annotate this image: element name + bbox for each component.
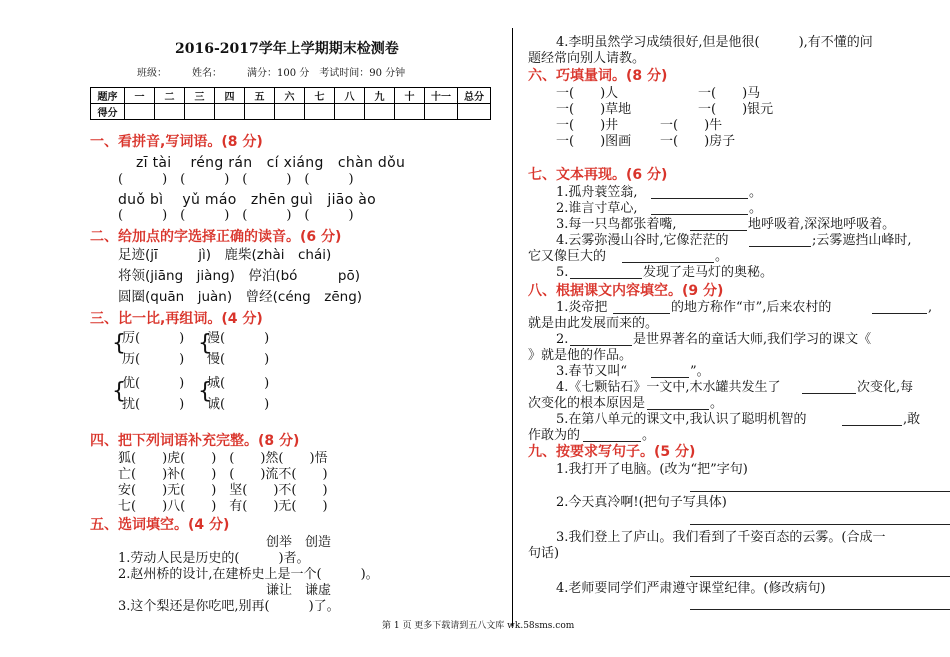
section-3-heading: 三、比一比,再组词。(4 分) xyxy=(90,311,263,327)
answer-line[interactable] xyxy=(690,524,950,525)
text-line: 4.《七颗钻石》一文中,木水罐共发生了 xyxy=(556,380,781,395)
section-2-heading: 二、给加点的字选择正确的读音。(6 分) xyxy=(90,229,342,245)
score-header-cell: 五 xyxy=(245,88,275,104)
text-line: ,敢 xyxy=(903,412,921,427)
text-line-end: ”。 xyxy=(690,364,710,379)
idiom-row[interactable]: 七( )八( ) 有( )无( ) xyxy=(118,499,328,514)
text-line-end: 地呼吸着,深深地呼吸着。 xyxy=(748,217,896,232)
pronunciation-row[interactable]: 足迹(jī jì) 鹿柴(zhài chái) xyxy=(118,247,332,263)
score-header-row xyxy=(91,88,491,104)
answer-blank[interactable] xyxy=(651,377,689,378)
score-header-cell: 二 xyxy=(155,88,185,104)
pinyin-row: duǒ bì yǔ máo zhēn guì jiāo ào xyxy=(118,192,377,208)
compare-word[interactable]: 城( ) xyxy=(207,376,270,391)
fill-sentence[interactable]: 4.李明虽然学习成绩很好,但是他很( ),有不懂的问 xyxy=(556,35,873,50)
score-header-cell: 六 xyxy=(275,88,305,104)
fill-sentence[interactable]: 1.劳动人民是历史的( )者。 xyxy=(118,551,310,566)
score-row-label: 得分 xyxy=(91,104,125,120)
text-line: 3.每一只鸟都张着嘴, xyxy=(556,217,677,232)
answer-blank[interactable] xyxy=(651,214,748,215)
score-header-cell: 总分 xyxy=(458,88,491,104)
text-line-end: 。 xyxy=(710,396,724,411)
score-header-cell: 四 xyxy=(215,88,245,104)
score-header-cell: 十一 xyxy=(425,88,458,104)
answer-blank[interactable] xyxy=(570,278,642,279)
section-4-heading: 四、把下列词语补充完整。(8 分) xyxy=(90,433,300,449)
idiom-row[interactable]: 狐( )虎( ) ( )然( )悟 xyxy=(118,451,328,466)
score-cell[interactable] xyxy=(425,104,458,120)
fill-sentence-cont: 题经常向别人请教。 xyxy=(528,51,646,66)
answer-blank[interactable] xyxy=(613,313,670,314)
rewrite-question-cont: 句话) xyxy=(528,546,560,561)
score-cell[interactable] xyxy=(458,104,491,120)
text-line: 5. xyxy=(556,265,569,280)
answer-blank[interactable] xyxy=(802,393,856,394)
section-8-heading: 八、根据课文内容填空。(9 分) xyxy=(528,283,724,299)
text-line: 4.云雾弥漫山谷时,它像茫茫的 xyxy=(556,233,729,248)
section-6-heading: 六、巧填量词。(8 分) xyxy=(528,68,668,84)
text-line: 它又像巨大的 xyxy=(528,249,607,264)
brace-icon: { xyxy=(198,379,212,404)
brace-icon: { xyxy=(112,331,126,356)
measure-word[interactable]: 一( )马 xyxy=(698,86,761,101)
score-header-cell: 七 xyxy=(305,88,335,104)
compare-word[interactable]: 优( ) xyxy=(122,376,185,391)
word-choices: 创举 创造 xyxy=(266,535,332,550)
rewrite-question: 1.我打开了电脑。(改为“把”字句) xyxy=(556,462,748,477)
rewrite-question: 3.我们登上了庐山。我们看到了千姿百态的云雾。(合成一 xyxy=(556,530,886,545)
poem-line: 1.孤舟蓑笠翁, xyxy=(556,185,638,200)
answer-blank[interactable] xyxy=(749,246,811,247)
text-line: 3.春节又叫“ xyxy=(556,364,628,379)
score-header-cell: 三 xyxy=(185,88,215,104)
score-cell[interactable] xyxy=(215,104,245,120)
text-line: 》就是他的作品。 xyxy=(528,348,633,363)
text-line-end: , xyxy=(928,300,933,315)
compare-word[interactable]: 厉( ) xyxy=(122,331,185,346)
fill-sentence[interactable]: 2.赵州桥的设计,在建桥史上是一个( )。 xyxy=(118,567,379,582)
exam-info: 班级： 姓名： 满分：100 分 考试时间：90 分钟 xyxy=(137,68,406,79)
text-line: 就是由此发展而来的。 xyxy=(528,316,659,331)
page-footer: 第 1 页 更多下载请到五八文库 wk.58sms.com xyxy=(382,621,575,631)
measure-word[interactable]: 一( )图画 xyxy=(556,134,632,149)
answer-blank[interactable] xyxy=(651,198,748,199)
score-value-row xyxy=(91,104,491,120)
score-cell[interactable] xyxy=(335,104,365,120)
section-1-heading: 一、看拼音,写词语。(8 分) xyxy=(90,134,263,150)
score-header-cell: 十 xyxy=(395,88,425,104)
measure-word[interactable]: 一( )草地 xyxy=(556,102,632,117)
answer-blank[interactable] xyxy=(842,425,902,426)
pronunciation-row[interactable]: 将领(jiāng jiàng) 停泊(bó pō) xyxy=(118,268,361,284)
text-line: 1.炎帝把 xyxy=(556,300,608,315)
answer-brackets-row[interactable]: ( ) ( ) ( ) ( ) xyxy=(118,208,354,223)
rewrite-question: 2.今天真冷啊!(把句子写具体) xyxy=(556,495,727,510)
text-line-end: ;云雾遮挡山峰时, xyxy=(812,233,912,248)
brace-icon: { xyxy=(198,331,212,356)
answer-line[interactable] xyxy=(690,491,950,492)
answer-line[interactable] xyxy=(690,576,950,577)
score-cell[interactable] xyxy=(275,104,305,120)
answer-brackets-row[interactable]: ( ) ( ) ( ) ( ) xyxy=(118,172,354,187)
score-header-cell: 题序 xyxy=(91,88,125,104)
word-choices: 谦让 谦虚 xyxy=(266,583,332,598)
compare-word[interactable]: 慢( ) xyxy=(207,352,270,367)
pinyin-row: zī tài réng rán cí xiáng chàn dǒu xyxy=(136,155,406,171)
text-line: 次变化的根本原因是 xyxy=(528,396,646,411)
score-header-cell: 一 xyxy=(125,88,155,104)
compare-word[interactable]: 诚( ) xyxy=(207,397,270,412)
fill-sentence[interactable]: 3.这个梨还是你吃吧,别再( )了。 xyxy=(118,599,340,614)
poem-line-end: 。 xyxy=(749,185,763,200)
score-table xyxy=(90,87,491,120)
measure-word[interactable]: 一( )牛 xyxy=(660,118,723,133)
score-header-cell: 九 xyxy=(365,88,395,104)
section-7-heading: 七、文本再现。(6 分) xyxy=(528,167,668,183)
column-divider xyxy=(512,28,513,626)
exam-title: 2016-2017学年上学期期末检测卷 xyxy=(175,41,399,57)
score-cell[interactable] xyxy=(305,104,335,120)
compare-word[interactable]: 扰( ) xyxy=(122,397,185,412)
score-cell[interactable] xyxy=(185,104,215,120)
score-cell[interactable] xyxy=(365,104,395,120)
text-line: 作敢为的 xyxy=(528,428,581,443)
idiom-row[interactable]: 安( )无( ) 坚( )不( ) xyxy=(118,483,328,498)
idiom-row[interactable]: 亡( )补( ) ( )流不( ) xyxy=(118,467,328,482)
section-9-heading: 九、按要求写句子。(5 分) xyxy=(528,444,696,460)
answer-blank[interactable] xyxy=(690,230,747,231)
answer-blank[interactable] xyxy=(570,345,632,346)
poem-line: 2.谁言寸草心, xyxy=(556,201,638,216)
compare-word[interactable]: 历( ) xyxy=(122,352,185,367)
measure-word[interactable]: 一( )房子 xyxy=(660,134,736,149)
text-line: 是世界著名的童话大师,我们学习的课文《 xyxy=(633,332,872,347)
score-cell[interactable] xyxy=(245,104,275,120)
brace-icon: { xyxy=(112,379,126,404)
rewrite-question: 4.老师要同学们严肃遵守课堂纪律。(修改病句) xyxy=(556,581,826,596)
section-5-heading: 五、选词填空。(4 分) xyxy=(90,517,230,533)
answer-blank[interactable] xyxy=(872,313,927,314)
poem-line-end: 。 xyxy=(749,201,763,216)
pronunciation-row[interactable]: 圆圈(quān juàn) 曾经(céng zēng) xyxy=(118,289,363,305)
answer-blank[interactable] xyxy=(622,262,714,263)
score-cell[interactable] xyxy=(395,104,425,120)
measure-word[interactable]: 一( )井 xyxy=(556,118,619,133)
text-line: 次变化,每 xyxy=(857,380,914,395)
text-line-end: 。 xyxy=(715,249,729,264)
score-header-cell: 八 xyxy=(335,88,365,104)
score-cell[interactable] xyxy=(125,104,155,120)
compare-word[interactable]: 漫( ) xyxy=(207,331,270,346)
text-line-end: 发现了走马灯的奥秘。 xyxy=(643,265,774,280)
answer-line[interactable] xyxy=(690,609,950,610)
score-cell[interactable] xyxy=(155,104,185,120)
measure-word[interactable]: 一( )银元 xyxy=(698,102,774,117)
text-line-end: 。 xyxy=(642,428,656,443)
text-line: 2. xyxy=(556,332,569,347)
answer-blank[interactable] xyxy=(583,441,641,442)
answer-blank[interactable] xyxy=(647,409,709,410)
measure-word[interactable]: 一( )人 xyxy=(556,86,619,101)
text-line: 的地方称作“市”,后来农村的 xyxy=(671,300,832,315)
text-line: 5.在第八单元的课文中,我认识了聪明机智的 xyxy=(556,412,807,427)
